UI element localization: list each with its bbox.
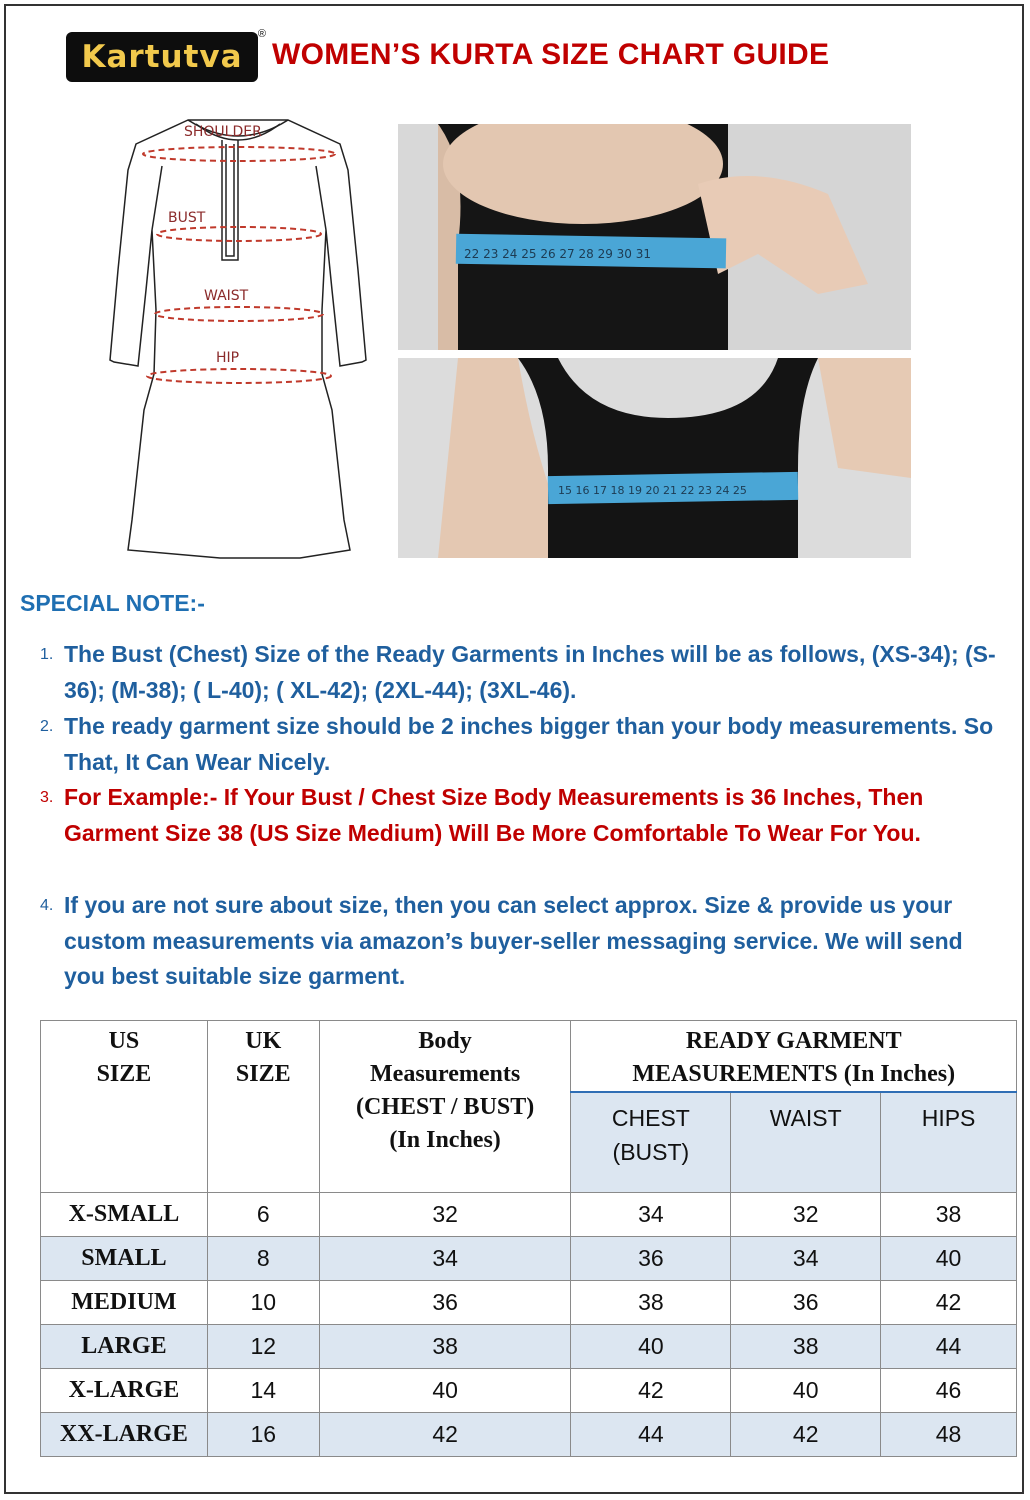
note-number: 4.: [40, 897, 54, 914]
us-size-cell: MEDIUM: [41, 1280, 208, 1324]
table-row: [41, 1412, 1017, 1456]
ready-hips-cell: 44: [881, 1324, 1017, 1368]
us-size-header: [41, 1021, 208, 1193]
body-chest-cell: 34: [319, 1236, 571, 1280]
page-title: WOMEN’S KURTA SIZE CHART GUIDE: [272, 38, 830, 71]
table-row: [41, 1236, 1017, 1280]
note-item-3-example: [40, 777, 1005, 851]
ready-waist-cell: 34: [731, 1236, 881, 1280]
uk-size-header: [207, 1021, 319, 1193]
ready-chest-cell: 42: [571, 1368, 731, 1412]
ready-chest-cell: 36: [571, 1236, 731, 1280]
uk-size-cell: 10: [207, 1280, 319, 1324]
table-row: [41, 1324, 1017, 1368]
ready-header-line: MEASUREMENTS (In Inches): [632, 1061, 956, 1087]
ready-hips-cell: 46: [881, 1368, 1017, 1412]
ready-waist-cell: 32: [731, 1192, 881, 1236]
us-size-cell: LARGE: [41, 1324, 208, 1368]
kurta-outline-illustration: [100, 110, 370, 570]
body-chest-cell: 36: [319, 1280, 571, 1324]
waist-label: WAIST: [204, 288, 249, 304]
body-header-line: Body: [418, 1028, 472, 1054]
chest-header-text: CHEST (BUST): [611, 1105, 690, 1165]
tape-numbers-bottom: 15 16 17 18 19 20 21 22 23 24 25: [558, 484, 747, 497]
ready-hips-cell: 48: [881, 1412, 1017, 1456]
ready-chest-cell: 40: [571, 1324, 731, 1368]
brand-name: Kartutva: [81, 39, 243, 75]
waist-header: WAIST: [731, 1092, 881, 1192]
us-size-cell: X-LARGE: [41, 1368, 208, 1412]
note-number: 1.: [40, 646, 54, 663]
ready-hips-cell: 38: [881, 1192, 1017, 1236]
uk-size-cell: 16: [207, 1412, 319, 1456]
table-row: [41, 1280, 1017, 1324]
note-text: The Bust (Chest) Size of the Ready Garments in Inches will be as follows, (XS-34); (S-36); (M-38); ( L-40); ( XL-42); (2XL-44); (3XL-46).: [64, 641, 996, 703]
uk-size-cell: 6: [207, 1192, 319, 1236]
ready-waist-cell: 36: [731, 1280, 881, 1324]
bust-measurement-photo-top: [398, 124, 911, 350]
ready-waist-cell: 38: [731, 1324, 881, 1368]
note-text: The ready garment size should be 2 inches bigger than your body measurements. So That, It Can Wear Nicely.: [64, 713, 994, 775]
note-text: If you are not sure about size, then you can select approx. Size & provide us your custom measurements via amazon’s buyer-seller messaging service. We will send you best suitable size garment.: [64, 892, 963, 989]
ready-garment-header: [571, 1021, 1017, 1093]
note-text: For Example:- If Your Bust / Chest Size Body Measurements is 36 Inches, Then Garment Size 38 (US Size Medium) Will Be More Comfortable To Wear For You.: [64, 784, 924, 846]
ready-hips-cell: 42: [881, 1280, 1017, 1324]
hips-header: HIPS: [881, 1092, 1017, 1192]
ready-chest-cell: 34: [571, 1192, 731, 1236]
uk-size-cell: 12: [207, 1324, 319, 1368]
uk-size-cell: 14: [207, 1368, 319, 1412]
tape-numbers-top: 22 23 24 25 26 27 28 29 30 31: [464, 247, 652, 261]
brand-logo: [66, 28, 266, 82]
table-row: [41, 1368, 1017, 1412]
special-note-heading: SPECIAL NOTE:-: [20, 590, 205, 616]
note-item-1: [40, 634, 1005, 708]
body-header-line: (CHEST / BUST): [355, 1094, 535, 1120]
shoulder-label: SHOULDER: [184, 124, 262, 140]
ready-chest-cell: 44: [571, 1412, 731, 1456]
registered-mark: ®: [257, 28, 266, 40]
note-number: 2.: [40, 718, 54, 735]
uk-size-header-text: UK SIZE: [235, 1028, 291, 1087]
uk-size-cell: 8: [207, 1236, 319, 1280]
body-chest-cell: 32: [319, 1192, 571, 1236]
us-size-cell: X-SMALL: [41, 1192, 208, 1236]
bust-measurement-photo-bottom: [398, 358, 911, 558]
ready-waist-cell: 40: [731, 1368, 881, 1412]
size-chart-table: [40, 1020, 1017, 1457]
table-header-row: [41, 1021, 1017, 1093]
body-chest-cell: 38: [319, 1324, 571, 1368]
chest-header: [571, 1092, 731, 1192]
body-chest-cell: 40: [319, 1368, 571, 1412]
body-chest-cell: 42: [319, 1412, 571, 1456]
note-item-2: [40, 706, 1005, 780]
body-header-line: Measurements: [370, 1061, 521, 1087]
us-size-header-text: US SIZE: [96, 1028, 152, 1087]
note-item-4: [40, 885, 1005, 995]
ready-chest-cell: 38: [571, 1280, 731, 1324]
kurta-diagram: [100, 110, 370, 570]
hip-label: HIP: [216, 350, 240, 366]
body-header-line: (In Inches): [389, 1127, 501, 1153]
bust-label: BUST: [168, 210, 206, 226]
body-measurements-header: [319, 1021, 571, 1193]
note-number: 3.: [40, 789, 54, 806]
ready-hips-cell: 40: [881, 1236, 1017, 1280]
ready-header-line: READY GARMENT: [685, 1028, 902, 1054]
us-size-cell: SMALL: [41, 1236, 208, 1280]
ready-waist-cell: 42: [731, 1412, 881, 1456]
table-row: [41, 1192, 1017, 1236]
us-size-cell: XX-LARGE: [41, 1412, 208, 1456]
